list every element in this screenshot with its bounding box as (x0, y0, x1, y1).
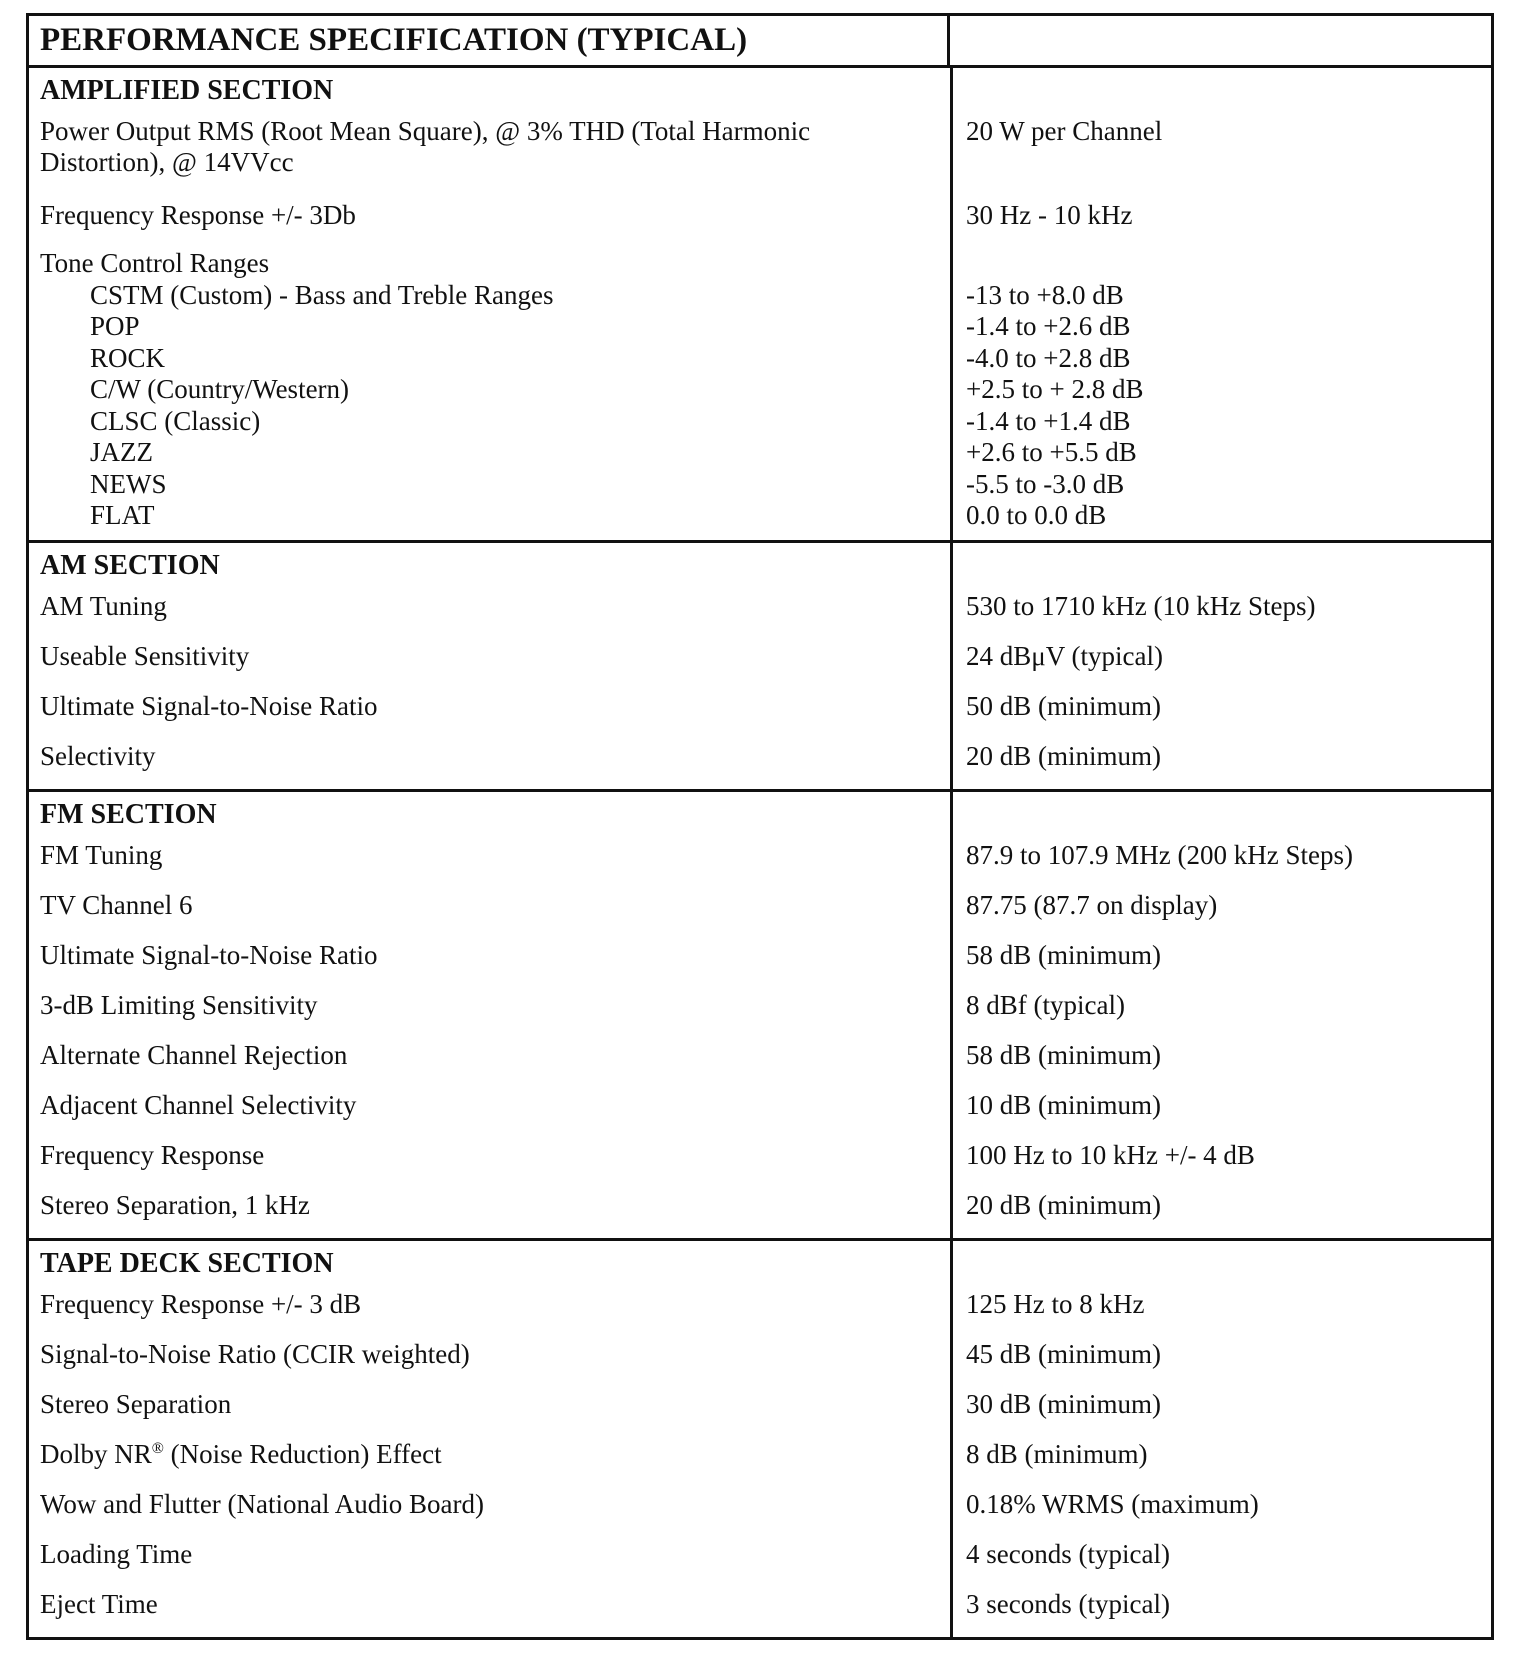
tone-heading: Tone Control Ranges (40, 248, 270, 278)
tone-value: 0.0 to 0.0 dB (966, 500, 1107, 530)
tone-value: -1.4 to +2.6 dB (966, 311, 1131, 341)
spec-value: 20 dB (minimum) (966, 1189, 1161, 1220)
spec-value: 24 dBμV (typical) (966, 640, 1163, 671)
spec-label: AM Tuning (40, 590, 167, 621)
tone-label: POP (90, 311, 140, 341)
fm-section (29, 792, 1491, 1241)
spec-row (29, 1287, 1491, 1337)
spec-value: 100 Hz to 10 kHz +/- 4 dB (966, 1139, 1255, 1170)
tone-labels (29, 248, 950, 532)
spec-row (29, 1437, 1491, 1487)
tone-label: C/W (Country/Western) (90, 374, 350, 404)
spec-label: TV Channel 6 (40, 889, 193, 920)
spec-label: Selectivity (40, 740, 156, 771)
spec-value: 530 to 1710 kHz (10 kHz Steps) (966, 590, 1316, 621)
spec-label: Eject Time (40, 1588, 158, 1619)
spec-label (29, 1437, 950, 1487)
tone-values (950, 248, 1491, 532)
spec-label: Useable Sensitivity (40, 640, 250, 671)
spec-row (29, 639, 1491, 689)
spec-value: 20 W per Channel (966, 116, 1163, 146)
spec-row (29, 114, 1491, 198)
tone-label: ROCK (90, 342, 166, 373)
spec-value: 4 seconds (typical) (966, 1538, 1170, 1569)
spec-label: 3-dB Limiting Sensitivity (40, 989, 318, 1020)
spec-label: Frequency Response +/- 3 dB (40, 1288, 362, 1319)
tone-value: -4.0 to +2.8 dB (966, 342, 1131, 373)
spec-row (29, 1487, 1491, 1537)
spec-row (29, 198, 1491, 248)
spec-label: Signal-to-Noise Ratio (CCIR weighted) (40, 1338, 470, 1369)
spec-value: 10 dB (minimum) (966, 1089, 1161, 1120)
spec-row (29, 1138, 1491, 1188)
spec-value: 3 seconds (typical) (966, 1588, 1170, 1619)
spec-label-line: Distortion), @ 14VVcc (40, 147, 294, 177)
spec-row (29, 1337, 1491, 1387)
section-heading: FM SECTION (40, 798, 217, 830)
spec-label: Ultimate Signal-to-Noise Ratio (40, 690, 378, 721)
spec-label: Wow and Flutter (National Audio Board) (40, 1488, 484, 1519)
spec-row (29, 1537, 1491, 1587)
spec-value: 30 dB (minimum) (966, 1388, 1161, 1419)
registered-mark: ® (151, 1439, 164, 1457)
amplified-section (29, 68, 1491, 543)
spec-label: Frequency Response +/- 3Db (40, 200, 356, 230)
am-section (29, 543, 1491, 792)
tone-value-spacer (966, 248, 1491, 280)
spec-row (29, 1188, 1491, 1238)
tone-label: NEWS (90, 468, 167, 499)
spec-value: 87.75 (87.7 on display) (966, 889, 1218, 920)
spec-row (29, 1387, 1491, 1437)
spec-value: 0.18% WRMS (maximum) (966, 1488, 1259, 1519)
spec-value: 8 dBf (typical) (966, 989, 1125, 1020)
tone-label: JAZZ (90, 437, 153, 467)
tone-value: -13 to +8.0 dB (966, 279, 1124, 310)
tone-label: FLAT (90, 500, 155, 530)
tone-value: -1.4 to +1.4 dB (966, 405, 1131, 436)
tape-deck-section (29, 1241, 1491, 1637)
spec-row (29, 888, 1491, 938)
spec-label: Stereo Separation, 1 kHz (40, 1189, 310, 1220)
tone-control-block (29, 248, 1491, 540)
spec-label: Loading Time (40, 1538, 193, 1569)
spec-row (29, 1587, 1491, 1637)
spec-value: 45 dB (minimum) (966, 1338, 1161, 1369)
tone-value: +2.5 to + 2.8 dB (966, 374, 1144, 404)
label-text: Dolby NR (40, 1438, 152, 1469)
section-heading: AMPLIFIED SECTION (40, 75, 334, 106)
spec-row (29, 739, 1491, 789)
spec-value: 8 dB (minimum) (966, 1438, 1148, 1469)
spec-label: FM Tuning (40, 839, 163, 870)
tone-value: +2.6 to +5.5 dB (966, 437, 1137, 467)
spec-value: 30 Hz - 10 kHz (966, 200, 1133, 230)
spec-value: 87.9 to 107.9 MHz (200 kHz Steps) (966, 839, 1353, 870)
spec-row (29, 1038, 1491, 1088)
spec-row (29, 938, 1491, 988)
table-title: PERFORMANCE SPECIFICATION (TYPICAL) (29, 16, 950, 65)
title-empty-cell (950, 16, 1491, 65)
spec-label-line: Power Output RMS (Root Mean Square), @ 3% THD (Total Harmonic (40, 116, 811, 146)
section-heading: AM SECTION (40, 549, 220, 581)
spec-value: 125 Hz to 8 kHz (966, 1288, 1145, 1319)
tone-label: CSTM (Custom) - Bass and Treble Ranges (90, 279, 554, 310)
spec-label: Stereo Separation (40, 1388, 232, 1419)
spec-row (29, 988, 1491, 1038)
spec-value: 50 dB (minimum) (966, 690, 1161, 721)
title-row (29, 16, 1491, 68)
spec-value: 20 dB (minimum) (966, 740, 1161, 771)
tone-value: -5.5 to -3.0 dB (966, 468, 1125, 499)
spec-label: Ultimate Signal-to-Noise Ratio (40, 939, 378, 970)
spec-row (29, 689, 1491, 739)
spec-row (29, 838, 1491, 888)
spec-label: Frequency Response (40, 1139, 265, 1170)
spec-label: Alternate Channel Rejection (40, 1039, 348, 1070)
spec-value: 58 dB (minimum) (966, 939, 1161, 970)
spec-row (29, 1088, 1491, 1138)
tone-label: CLSC (Classic) (90, 405, 261, 436)
spec-table (26, 13, 1494, 1640)
spec-label (29, 114, 950, 198)
spec-value: 58 dB (minimum) (966, 1039, 1161, 1070)
label-text: (Noise Reduction) Effect (163, 1438, 442, 1469)
section-heading: TAPE DECK SECTION (40, 1247, 334, 1279)
spec-label: Adjacent Channel Selectivity (40, 1089, 357, 1120)
spec-row (29, 589, 1491, 639)
